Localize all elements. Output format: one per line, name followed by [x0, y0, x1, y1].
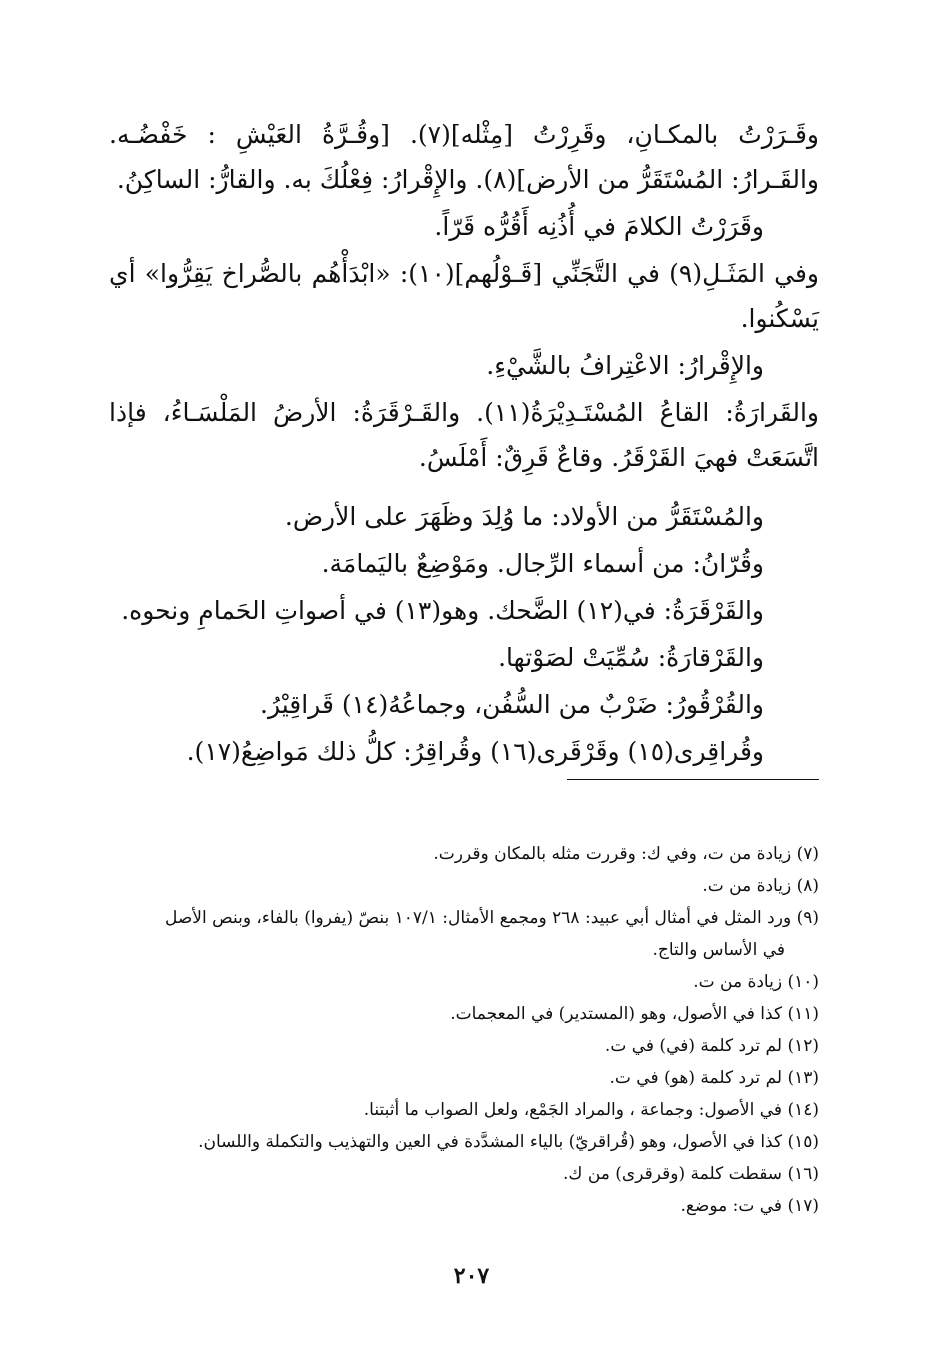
paragraph-qarara: والقَرارَةُ: القاعُ المُسْتَـدِيْرَةُ(١١). والقَـرْقَرَةُ: الأرضُ المَلْسَـاءُ، فإذا اتَّسَعَتْ فهيَ القَرْقَرُ. وقاعٌ قَرِقٌ: أَمْلَسُ.	[109, 398, 819, 472]
footnote-16: (١٦) سقطت كلمة (وقرقرى) من ك.	[563, 1164, 819, 1184]
entry-qarqara-bird: والقَرْقارَةُ: سُمِّيَتْ لصَوْتها.	[498, 643, 764, 672]
footnote-10: (١٠) زيادة من ت.	[693, 972, 819, 992]
footnote-12: (١٢) لم ترد كلمة (في) في ت.	[604, 1036, 819, 1056]
footnote-17: (١٧) في ت: موضع.	[680, 1196, 819, 1216]
footnotes	[109, 838, 819, 1222]
entry-quraqira: وقُراقِرى(١٥) وقَرْقَرى(١٦) وقُراقِرُ: كلُّ ذلك مَواضِعُ(١٧).	[186, 737, 764, 766]
entry-qurran: وقُرّانُ: من أسماء الرِّجال. ومَوْضِعٌ باليَمامَة.	[321, 549, 764, 578]
paragraph-qarartu: وقَـرَرْتُ بالمكـانِ، وقَرِرْتُ [مِثْله](٧). [وقُـرَّةُ العَيْشِ : خَفْضُـه. والقَـرارُ: المُسْتَقَرُّ من الأرض](٨). والإِقْرارُ: فِعْلُكَ به. والقارُّ: الساكِنُ.	[109, 120, 819, 194]
main-text	[109, 112, 819, 776]
footnote-13: (١٣) لم ترد كلمة (هو) في ت.	[609, 1068, 819, 1088]
footnote-9: (٩) ورد المثل في أمثال أبي عبيد: ٢٦٨ ومجمع الأمثال: ١٠٧/١ بنصّ (يفروا) بالفاء، وبنص الأصل	[165, 908, 819, 928]
footnote-9-continuation: في الأساس والتاج.	[652, 940, 785, 960]
paragraph-mathal: وفي المَثَـلِ(٩) في التَّجَنِّي [قَـوْلُهم](١٠): «ابْدَأْهُم بالصُّراخ يَقِرُّوا» أي يَسْكُنوا.	[109, 259, 819, 333]
footnote-11: (١١) كذا في الأصول، وهو (المستدير) في المعجمات.	[450, 1004, 819, 1024]
entries-list	[109, 494, 819, 774]
entry-qurqur: والقُرْقُورُ: ضَرْبٌ من السُّفُن، وجماعُهُ(١٤) قَراقِيْرُ.	[260, 690, 764, 719]
paragraph-iqrar: والإِقْرارُ: الاعْتِرافُ بالشَّيْءِ.	[486, 351, 764, 380]
page-number: ٢٠٧	[453, 1263, 490, 1289]
footnote-8: (٨) زيادة من ت.	[702, 876, 819, 896]
footnote-14: (١٤) في الأصول: وجماعة ، والمراد الجَمْع، ولعل الصواب ما أثبتنا.	[363, 1100, 819, 1120]
entry-mustaqarr: والمُسْتَقَرُّ من الأولاد: ما وُلِدَ وظَهَرَ على الأرض.	[284, 502, 764, 531]
footnote-15: (١٥) كذا في الأصول، وهو (قُراقريّ) بالياء المشدَّدة في العين والتهذيب والتكملة واللسان.	[198, 1132, 819, 1152]
entry-qarqara: والقَرْقَرَةُ: في(١٢) الضَّحك. وهو(١٣) في أصواتِ الحَمامِ ونحوه.	[121, 596, 764, 625]
footnote-divider	[567, 779, 819, 780]
footnote-7: (٧) زيادة من ت، وفي ك: وقررت مثله بالمكان وقررت.	[433, 844, 819, 864]
paragraph-qarartu-kalam: وقَرَرْتُ الكلامَ في أُذُنِه أَقُرُّه قَرّاً.	[434, 212, 764, 241]
